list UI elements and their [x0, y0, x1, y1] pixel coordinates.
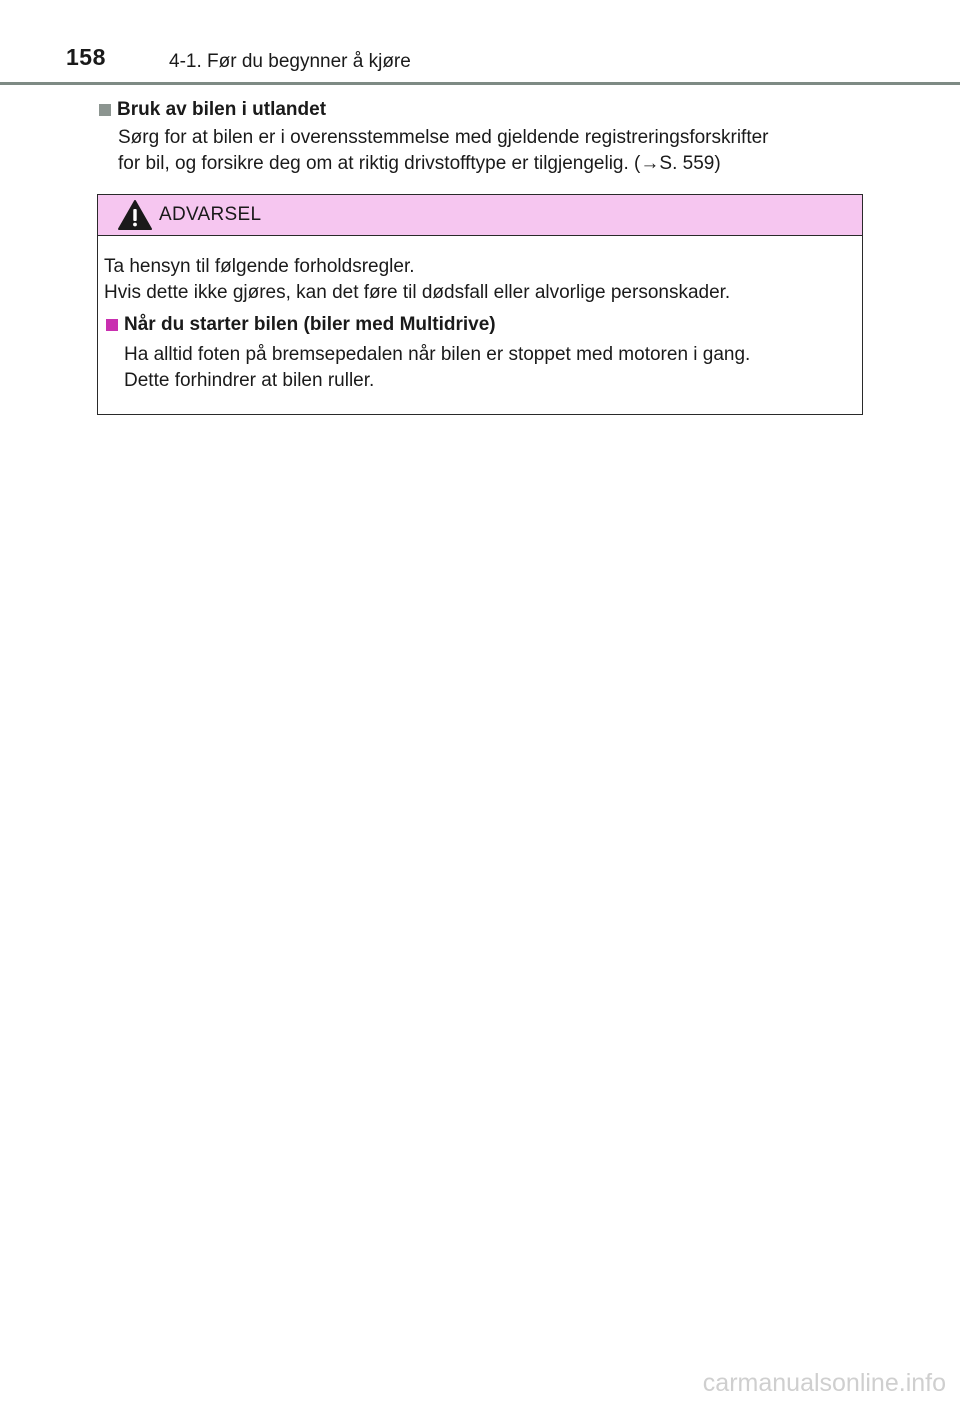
page-reference-link[interactable]: S. 559)	[659, 153, 721, 174]
section-body	[118, 125, 867, 177]
watermark: carmanualsonline.info	[702, 1369, 946, 1397]
warning-sub-body-line1: Ha alltid foten på bremsepedalen når bilen er stoppet med motoren i gang.	[124, 344, 751, 365]
warning-intro-line1: Ta hensyn til følgende forholdsregler.	[104, 256, 415, 277]
page-number: 158	[66, 44, 106, 70]
warning-intro-line2: Hvis dette ikke gjøres, kan det føre til dødsfall eller alvorlige personskader.	[104, 282, 731, 303]
warning-sub-body	[124, 342, 856, 394]
section-body-line1: Sørg for at bilen er i overensstemmelse med gjeldende registreringsforskrifter	[118, 127, 769, 148]
section-block	[97, 97, 867, 177]
warning-sub-heading	[104, 312, 856, 338]
section-heading	[97, 97, 867, 123]
section-title: 4-1. Før du begynner å kjøre	[169, 51, 411, 72]
warning-intro	[104, 254, 856, 306]
section-heading-text: Bruk av bilen i utlandet	[117, 99, 327, 120]
warning-sub-body-line2: Dette forhindrer at bilen ruller.	[124, 370, 375, 391]
header-divider	[0, 82, 960, 85]
warning-triangle-icon	[117, 199, 153, 231]
warning-label: ADVARSEL	[159, 204, 262, 225]
warning-header	[98, 195, 862, 236]
warning-sub-heading-text: Når du starter bilen (biler med Multidrive)	[124, 314, 496, 335]
warning-box	[97, 194, 863, 415]
bullet-square-icon	[106, 319, 118, 331]
warning-body	[98, 236, 862, 394]
bullet-square-icon	[99, 104, 111, 116]
section-body-line2: for bil, og forsikre deg om at riktig drivstofftype er tilgjengelig. (	[118, 153, 641, 174]
reference-arrow-icon: →	[640, 153, 660, 174]
